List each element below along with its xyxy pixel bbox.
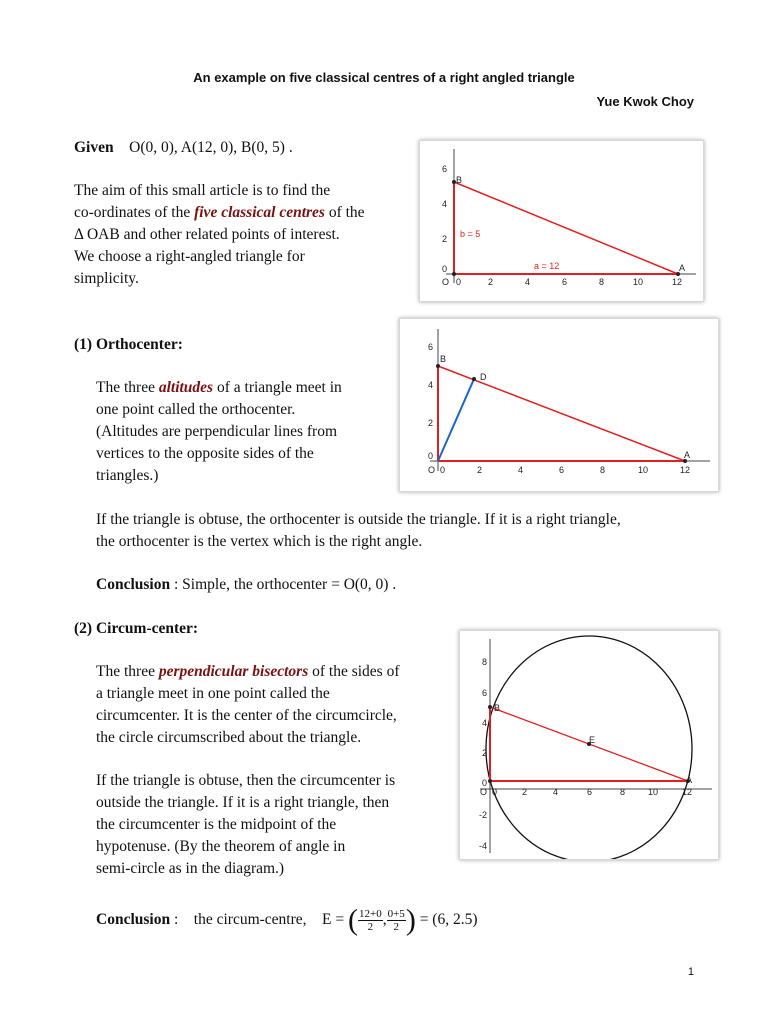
author-name: Yue Kwok Choy — [596, 94, 694, 109]
document-title: An example on five classical centres of a right angled triangle — [193, 70, 575, 85]
triangle-graph-2 — [400, 319, 718, 491]
orthocenter-remark — [96, 509, 621, 553]
y-tick: 6 — [482, 688, 488, 698]
text-line: (Altitudes are perpendicular lines from — [96, 423, 338, 440]
circumcenter-conclusion: Conclusion : the circum-centre, E = ( $\frac{12+0}{2}$ , $\frac{0+5}{2}$ ) = (6, 2.5) — [96, 903, 478, 937]
vertex-label-b: B — [456, 175, 463, 185]
x-tick: 12 — [672, 277, 683, 287]
section-heading-orthocenter: (1) Orthocenter: — [74, 336, 183, 353]
text-line: If the triangle is obtuse, then the circumcenter is — [96, 772, 396, 789]
x-tick: 2 — [488, 277, 494, 287]
altitude-od — [438, 379, 474, 461]
vertex-label-a: A — [686, 775, 693, 785]
figure-circumcircle — [459, 630, 719, 860]
x-tick: 8 — [600, 465, 606, 475]
conclusion-label: Conclusion — [96, 911, 171, 929]
conclusion-label: Conclusion — [96, 576, 171, 593]
given-label: Given — [74, 139, 114, 156]
y-tick: 4 — [442, 199, 448, 209]
y-tick: 6 — [442, 164, 448, 174]
x-tick: 0 — [456, 277, 462, 287]
conclusion-text: the circum-centre, — [193, 911, 307, 929]
orthocenter-conclusion — [96, 574, 396, 596]
x-tick: 0 — [492, 787, 498, 797]
text-line: circumcenter. It is the center of the circumcircle, — [96, 707, 397, 724]
x-tick: 4 — [553, 787, 559, 797]
midpoint-label-e: E — [589, 735, 596, 745]
x-tick: 10 — [648, 787, 659, 797]
fraction-separator: , — [382, 911, 387, 929]
side-label-b: b = 5 — [460, 229, 481, 239]
text-line: If the triangle is obtuse, the orthocenter is outside the triangle. If it is a right triangle, — [96, 511, 621, 528]
vertex-label-b: B — [494, 703, 501, 713]
x-tick: 4 — [525, 277, 531, 287]
text-line: triangles.) — [96, 467, 159, 484]
y-tick: 0 — [428, 451, 434, 461]
intro-paragraph — [74, 180, 365, 290]
x-tick: 4 — [518, 465, 524, 475]
equation-lhs: E = — [322, 911, 345, 929]
y-tick: 2 — [442, 234, 448, 244]
text-line: a triangle meet in one point called the — [96, 685, 330, 702]
text-line: the circumcenter is the midpoint of the — [96, 816, 337, 833]
vertex-label-b: B — [440, 354, 447, 364]
circumcenter-definition — [96, 661, 400, 749]
given-points: O(0, 0), A(12, 0), B(0, 5) . — [129, 139, 293, 156]
intro-line: The aim of this small article is to find the — [74, 182, 331, 199]
y-tick: 0 — [442, 264, 448, 274]
origin-label: O — [442, 277, 450, 287]
y-tick: 2 — [482, 748, 488, 758]
conclusion-colon: : — [170, 911, 179, 929]
five-classical-centres-emphasis: five classical centres — [194, 204, 325, 221]
conclusion-text: : Simple, the orthocenter = O(0, 0) . — [170, 576, 397, 593]
y-tick: -2 — [479, 810, 488, 820]
intro-line: Δ OAB and other related points of interest. — [74, 226, 340, 243]
y-tick: 2 — [428, 418, 434, 428]
fraction-y: $\frac{0+5}{2}$ — [387, 908, 405, 933]
circumcircle — [486, 636, 692, 859]
circumcircle-graph — [460, 631, 718, 859]
text-line: The three perpendicular bisectors of the sides of — [96, 663, 400, 680]
text-line: The three altitudes of a triangle meet in — [96, 379, 342, 396]
vertex-label-a: A — [684, 450, 691, 460]
perpendicular-bisectors-emphasis: perpendicular bisectors — [158, 663, 309, 680]
y-tick: 4 — [428, 380, 434, 390]
y-tick: -4 — [479, 841, 488, 851]
x-tick: 12 — [682, 787, 693, 797]
text-line: semi-circle as in the diagram.) — [96, 860, 285, 877]
orthocenter-definition — [96, 377, 342, 487]
x-tick: 0 — [440, 465, 446, 475]
intro-line: co-ordinates of the five classical centres of the — [74, 204, 365, 221]
fraction-x: $\frac{12+0}{2}$ — [359, 908, 382, 933]
section-heading-circumcenter: (2) Circum-center: — [74, 620, 199, 637]
y-tick: 4 — [482, 718, 488, 728]
origin-label: O — [480, 787, 488, 797]
text-line: the orthocenter is the vertex which is the right angle. — [96, 533, 423, 550]
x-tick: 6 — [559, 465, 565, 475]
y-tick: 6 — [428, 342, 434, 352]
text-line: vertices to the opposite sides of the — [96, 445, 314, 462]
circumcenter-remark — [96, 770, 395, 880]
x-tick: 6 — [562, 277, 568, 287]
x-tick: 2 — [522, 787, 528, 797]
text-line: hypotenuse. (By the theorem of angle in — [96, 838, 346, 855]
x-tick: 12 — [680, 465, 691, 475]
text-line: the circle circumscribed about the triangle. — [96, 729, 362, 746]
intro-line: simplicity. — [74, 270, 139, 287]
figure-triangle-oab — [419, 140, 704, 302]
intro-line: We choose a right-angled triangle for — [74, 248, 305, 265]
vertex-label-a: A — [679, 263, 686, 273]
text-line: outside the triangle. If it is a right triangle, then — [96, 794, 390, 811]
x-tick: 10 — [638, 465, 649, 475]
x-tick: 6 — [587, 787, 593, 797]
x-tick: 2 — [477, 465, 483, 475]
page-number: 1 — [687, 966, 694, 978]
x-tick: 8 — [599, 277, 605, 287]
y-tick: 0 — [482, 778, 488, 788]
given-line — [74, 137, 293, 159]
x-tick: 8 — [620, 787, 626, 797]
y-tick: 8 — [482, 657, 488, 667]
x-tick: 10 — [633, 277, 644, 287]
equation-rhs: = (6, 2.5) — [419, 911, 478, 929]
text-line: one point called the orthocenter. — [96, 401, 296, 418]
side-label-a: a = 12 — [534, 261, 560, 271]
altitudes-emphasis: altitudes — [158, 379, 214, 396]
origin-label: O — [428, 465, 436, 475]
triangle-graph-1 — [420, 141, 703, 301]
foot-label-d: D — [480, 372, 487, 382]
figure-altitude — [399, 318, 719, 492]
